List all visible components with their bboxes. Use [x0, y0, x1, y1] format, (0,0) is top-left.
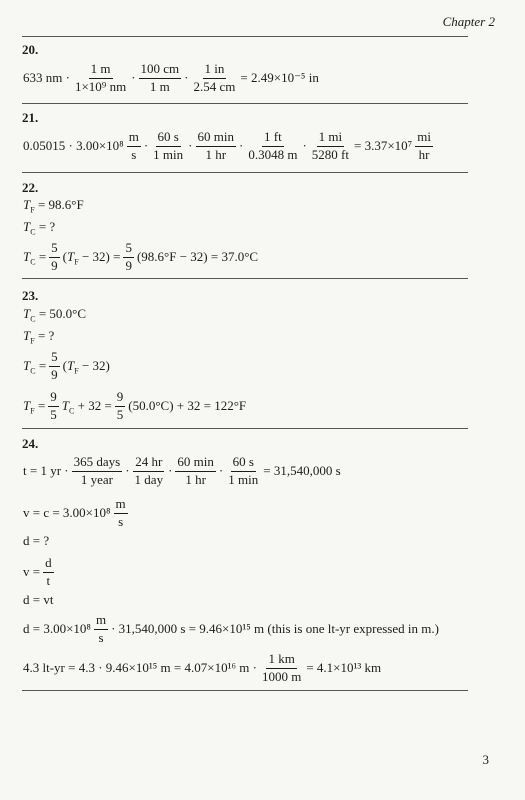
- fraction: [73, 62, 128, 95]
- fraction: [127, 130, 141, 163]
- equation-line: [22, 62, 320, 95]
- equation-text: ·: [125, 463, 130, 479]
- equation-line: [22, 306, 87, 324]
- equation-line: [22, 328, 55, 346]
- equation-line: [22, 556, 56, 589]
- equation-text: d = vt: [23, 592, 54, 607]
- fraction-denominator: 5280 ft: [311, 146, 349, 162]
- fraction-denominator: hr: [418, 146, 430, 162]
- fraction-numerator: 5: [123, 241, 134, 258]
- fraction-numerator: 60 s: [231, 455, 256, 472]
- equation-text: $T_C$ =: [23, 248, 47, 267]
- equation-text: · 31,540,000 s = 9.46×10¹⁵ m (this is one lt-yr expressed in m.): [111, 621, 439, 637]
- fraction-denominator: 1×10⁹ nm: [74, 78, 127, 94]
- problem-number: 20.: [22, 42, 39, 57]
- divider: [22, 278, 468, 279]
- equation-line: [22, 130, 435, 163]
- divider: [22, 103, 468, 104]
- fraction-denominator: 5: [50, 406, 57, 422]
- equation-text: = 3.37×10⁷: [354, 138, 413, 154]
- equation-line: [22, 592, 54, 608]
- fraction: [260, 652, 303, 685]
- fraction-numerator: 365 days: [72, 455, 123, 472]
- equation-text: 633 nm ·: [23, 70, 70, 86]
- fraction: [151, 130, 185, 163]
- equation-line: [22, 533, 50, 549]
- fraction: [226, 455, 260, 488]
- equation-text: ·: [238, 138, 244, 154]
- fraction-numerator: 5: [49, 241, 60, 258]
- fraction: [192, 62, 238, 95]
- equation-text: = 2.49×10⁻⁵ in: [240, 70, 319, 86]
- fraction-denominator: 1000 m: [261, 668, 302, 684]
- fraction: [48, 390, 59, 423]
- fraction: [49, 241, 60, 274]
- equation-text: ·: [218, 463, 224, 479]
- fraction-denominator: s: [131, 146, 137, 162]
- fraction-numerator: 100 cm: [139, 62, 182, 79]
- fraction: [196, 130, 236, 163]
- equation-text: = 31,540,000 s: [263, 463, 341, 479]
- equation-line: [22, 241, 259, 274]
- equation-text: 0.05015 · 3.00×10⁸: [23, 138, 124, 154]
- fraction-numerator: m: [127, 130, 141, 147]
- equation-text: $(T_F - 32)$ =: [62, 248, 121, 267]
- fraction-numerator: m: [114, 497, 128, 514]
- equation-text: v =: [23, 564, 41, 580]
- fraction-denominator: 9: [125, 257, 132, 273]
- fraction-denominator: 5: [116, 406, 124, 422]
- fraction-numerator: 1 km: [266, 652, 296, 669]
- fraction-numerator: mi: [415, 130, 433, 147]
- equation-line: [22, 219, 56, 237]
- equation-text: d = 3.00×10⁸: [23, 621, 91, 637]
- fraction-numerator: 60 s: [156, 130, 181, 147]
- equation-text: ·: [168, 463, 173, 479]
- equation-line: [22, 197, 85, 215]
- fraction: [114, 497, 128, 530]
- fraction-denominator: 1 min: [153, 146, 184, 162]
- problem-number: 21.: [22, 110, 39, 125]
- divider: [22, 172, 468, 173]
- problem-number: 23.: [22, 288, 39, 303]
- equation-text: $T_C$ = ?: [23, 219, 56, 237]
- fraction: [94, 613, 108, 646]
- fraction-numerator: 60 min: [175, 455, 215, 472]
- fraction-numerator: 1 ft: [262, 130, 284, 147]
- fraction: [139, 62, 182, 95]
- fraction: [310, 130, 351, 163]
- fraction: [123, 241, 134, 274]
- fraction-numerator: 9: [48, 390, 59, 407]
- equation-text: $T_C + 32$ =: [61, 397, 112, 416]
- fraction: [43, 556, 54, 589]
- fraction-numerator: 9: [115, 390, 126, 407]
- equation-text: = 4.1×10¹³ km: [306, 660, 382, 676]
- equation-text: (50.0°C) + 32 = 122°F: [128, 398, 247, 414]
- fraction-denominator: 9: [51, 366, 58, 382]
- equation-text: v = c = 3.00×10⁸: [23, 505, 111, 521]
- equation-text: $(T_F - 32)$: [62, 357, 110, 376]
- fraction-denominator: 0.3048 m: [248, 146, 298, 162]
- fraction-numerator: 1 m: [89, 62, 113, 79]
- fraction-denominator: s: [98, 629, 104, 645]
- fraction-numerator: d: [43, 556, 54, 573]
- fraction-denominator: 9: [51, 257, 58, 273]
- equation-text: $T_C = 50.0^\circ C$: [23, 306, 87, 324]
- equation-line: [22, 455, 342, 488]
- equation-text: ·: [184, 70, 189, 86]
- fraction: [49, 350, 60, 383]
- equation-line: [22, 390, 247, 423]
- equation-text: t = 1 yr ·: [23, 463, 69, 479]
- fraction-denominator: s: [118, 513, 124, 529]
- fraction: [175, 455, 215, 488]
- fraction-numerator: 24 hr: [133, 455, 164, 472]
- fraction-numerator: 1 in: [203, 62, 227, 79]
- page-number: 3: [482, 752, 489, 767]
- equation-text: ·: [143, 138, 149, 154]
- fraction-denominator: 2.54 cm: [193, 78, 236, 94]
- chapter-header: Chapter 2: [442, 14, 495, 29]
- equation-text: ·: [302, 138, 307, 154]
- equation-text: ·: [188, 138, 193, 154]
- equation-text: $T_F = 98.6^\circ F$: [23, 197, 84, 215]
- equation-text: ·: [131, 70, 136, 86]
- fraction-denominator: 1 hr: [185, 471, 206, 487]
- equation-line: [22, 652, 382, 685]
- fraction-numerator: 1 mi: [317, 130, 344, 147]
- fraction: [133, 455, 166, 488]
- equation-text: d = ?: [23, 533, 50, 548]
- equation-line: [22, 350, 111, 383]
- equation-text: $T_F$ =: [23, 397, 46, 416]
- equation-text: 4.3 lt-yr = 4.3 · 9.46×10¹⁵ m = 4.07×10¹⁶ m ·: [23, 660, 257, 676]
- fraction-denominator: t: [46, 572, 51, 588]
- fraction: [415, 130, 433, 163]
- equation-text: $T_F$ = ?: [23, 328, 55, 346]
- fraction-numerator: m: [94, 613, 108, 630]
- fraction-denominator: 1 min: [228, 471, 259, 487]
- fraction-denominator: 1 day: [134, 471, 164, 487]
- equation-line: [22, 497, 130, 530]
- divider: [22, 428, 468, 429]
- equation-text: (98.6°F − 32) = 37.0°C: [136, 249, 259, 265]
- divider: [22, 36, 468, 37]
- fraction: [115, 390, 126, 423]
- divider: [22, 690, 468, 691]
- fraction: [246, 130, 299, 163]
- problem-number: 22.: [22, 180, 39, 195]
- problem-number: 24.: [22, 436, 39, 451]
- equation-line: [22, 613, 440, 646]
- fraction-denominator: 1 m: [149, 78, 170, 94]
- fraction-denominator: 1 year: [80, 471, 113, 487]
- fraction-numerator: 5: [49, 350, 60, 367]
- fraction-numerator: 60 min: [196, 130, 236, 147]
- fraction: [72, 455, 123, 488]
- fraction-denominator: 1 hr: [205, 146, 227, 162]
- equation-text: $T_C$ =: [23, 357, 47, 376]
